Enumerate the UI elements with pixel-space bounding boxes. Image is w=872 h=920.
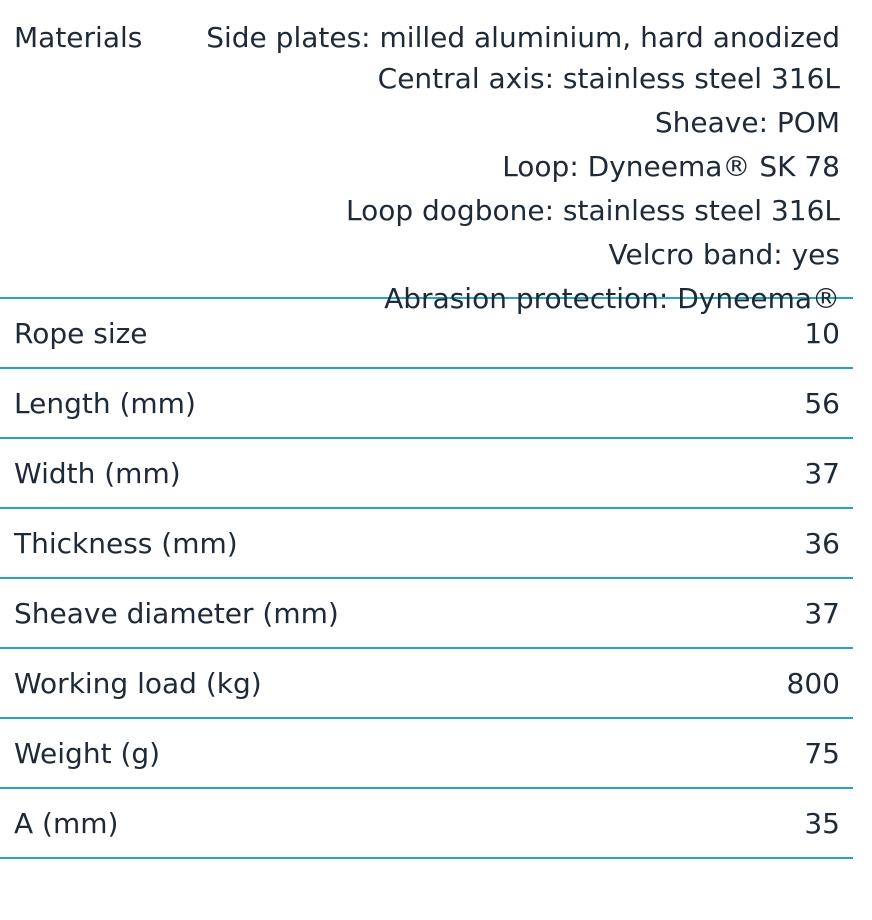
materials-label: Materials <box>14 21 143 54</box>
spec-row-sheave-diameter <box>0 579 853 649</box>
spec-row-thickness <box>0 509 853 579</box>
spec-value: 35 <box>804 806 840 840</box>
materials-list <box>206 19 840 315</box>
material-side-plates: Side plates: milled aluminium, hard anodized <box>206 21 840 54</box>
material-loop: Loop: Dyneema® SK 78 <box>502 150 840 183</box>
spec-value: 56 <box>804 386 840 420</box>
material-sheave: Sheave: POM <box>654 106 840 139</box>
spec-row-a <box>0 789 853 859</box>
spec-value: 36 <box>804 526 840 560</box>
spec-label: Width (mm) <box>14 456 181 490</box>
material-velcro-band: Velcro band: yes <box>608 238 840 271</box>
spec-value: 75 <box>804 736 840 770</box>
spec-label: A (mm) <box>14 806 119 840</box>
spec-label: Working load (kg) <box>14 666 262 700</box>
material-loop-dogbone: Loop dogbone: stainless steel 316L <box>345 194 840 227</box>
spec-row-working-load <box>0 649 853 719</box>
spec-value: 10 <box>804 316 840 350</box>
materials-row <box>0 0 853 315</box>
spec-label: Sheave diameter (mm) <box>14 596 339 630</box>
spec-label: Rope size <box>14 316 148 350</box>
material-central-axis: Central axis: stainless steel 316L <box>377 62 840 95</box>
spec-row-length <box>0 369 853 439</box>
material-abrasion-protection: Abrasion protection: Dyneema® <box>384 282 840 315</box>
spec-row-weight <box>0 719 853 789</box>
spec-value: 800 <box>786 666 840 700</box>
spec-label: Length (mm) <box>14 386 196 420</box>
spec-value: 37 <box>804 596 840 630</box>
spec-label: Thickness (mm) <box>14 526 238 560</box>
spec-label: Weight (g) <box>14 736 161 770</box>
spec-value: 37 <box>804 456 840 490</box>
spec-row-width <box>0 439 853 509</box>
